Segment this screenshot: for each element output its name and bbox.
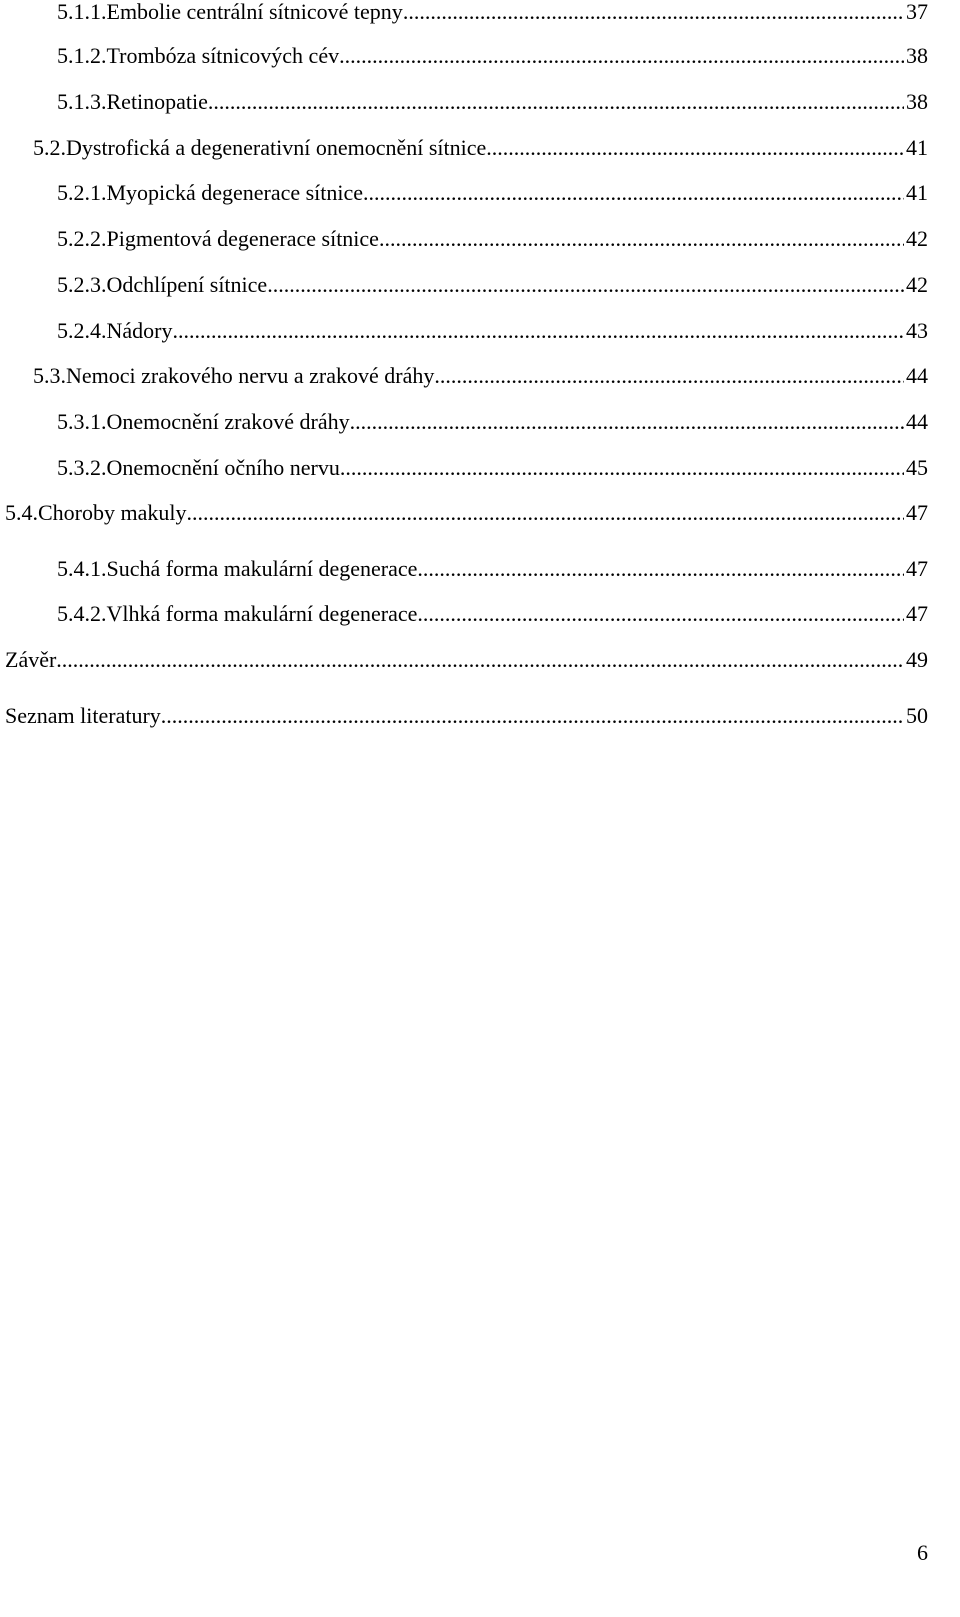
toc-entry[interactable] bbox=[57, 88, 928, 116]
toc-entry-page: 42 bbox=[906, 226, 928, 251]
toc-entry-number: 5.2.1. bbox=[57, 180, 107, 205]
toc-entry-page: 42 bbox=[906, 272, 928, 297]
toc-entry-page: 44 bbox=[906, 363, 928, 388]
toc-entry-page: 45 bbox=[906, 455, 928, 480]
toc-entry-title: Nemoci zrakového nervu a zrakové dráhy bbox=[66, 363, 435, 388]
toc-entry-number: 5.4. bbox=[5, 500, 38, 525]
toc-entry-title: Choroby makuly bbox=[38, 500, 187, 525]
toc-entry[interactable] bbox=[5, 702, 928, 730]
toc-entry[interactable] bbox=[57, 408, 928, 436]
toc-entry-page: 43 bbox=[906, 318, 928, 343]
toc-entry-title: Onemocnění zrakové dráhy bbox=[106, 409, 350, 434]
toc-entry[interactable] bbox=[57, 0, 928, 26]
toc-entry[interactable] bbox=[57, 271, 928, 299]
toc-entry[interactable] bbox=[5, 646, 928, 674]
toc-entry-title: Embolie centrální sítnicové tepny bbox=[106, 0, 403, 24]
toc-entry-title: Závěr bbox=[5, 647, 57, 672]
toc-entry[interactable] bbox=[33, 362, 928, 390]
toc-entry-title: Pigmentová degenerace sítnice bbox=[106, 226, 379, 251]
dot-leader bbox=[486, 134, 904, 162]
dot-leader bbox=[161, 702, 904, 730]
dot-leader bbox=[417, 555, 904, 583]
dot-leader bbox=[267, 271, 904, 299]
dot-leader bbox=[434, 362, 904, 390]
toc-entry-title: Trombóza sítnicových cév bbox=[106, 43, 340, 68]
dot-leader bbox=[208, 88, 904, 116]
dot-leader bbox=[56, 646, 904, 674]
toc-entry-title: Myopická degenerace sítnice bbox=[106, 180, 364, 205]
dot-leader bbox=[339, 42, 904, 70]
toc-entry-number: 5.1.2. bbox=[57, 43, 107, 68]
toc-entry-page: 37 bbox=[906, 0, 928, 24]
toc-entry-number: 5.3.1. bbox=[57, 409, 107, 434]
dot-leader bbox=[187, 499, 905, 527]
dot-leader bbox=[379, 225, 904, 253]
dot-leader bbox=[350, 408, 904, 436]
toc-entry-page: 47 bbox=[906, 556, 928, 581]
toc-entry-number: 5.2.2. bbox=[57, 226, 107, 251]
toc-entry-number: 5.2.4. bbox=[57, 318, 107, 343]
toc-entry[interactable] bbox=[57, 317, 928, 345]
dot-leader bbox=[403, 0, 904, 26]
toc-entry-title: Nádory bbox=[106, 318, 173, 343]
dot-leader bbox=[417, 600, 904, 628]
dot-leader bbox=[172, 317, 904, 345]
dot-leader bbox=[340, 454, 904, 482]
toc-entry-title: Retinopatie bbox=[106, 89, 208, 114]
toc-entry-number: 5.4.1. bbox=[57, 556, 107, 581]
toc-entry[interactable] bbox=[57, 42, 928, 70]
toc-entry-page: 38 bbox=[906, 43, 928, 68]
toc-entry-page: 47 bbox=[906, 601, 928, 626]
toc-entry-number: 5.2.3. bbox=[57, 272, 107, 297]
toc-entry-number: 5.1.3. bbox=[57, 89, 107, 114]
toc-entry-title: Onemocnění očního nervu bbox=[106, 455, 340, 480]
dot-leader bbox=[363, 179, 904, 207]
toc-entry-number: 5.2. bbox=[33, 135, 66, 160]
toc-entry-number: 5.3.2. bbox=[57, 455, 107, 480]
toc-entry-page: 41 bbox=[906, 180, 928, 205]
toc-entry[interactable] bbox=[57, 179, 928, 207]
toc-entry[interactable] bbox=[5, 499, 928, 527]
toc-entry-page: 50 bbox=[906, 703, 928, 728]
toc-entry[interactable] bbox=[57, 555, 928, 583]
toc-entry-title: Seznam literatury bbox=[5, 703, 161, 728]
toc-entry[interactable] bbox=[57, 600, 928, 628]
toc-entry-title: Vlhká forma makulární degenerace bbox=[106, 601, 418, 626]
toc-entry-page: 49 bbox=[906, 647, 928, 672]
toc-entry-title: Odchlípení sítnice bbox=[106, 272, 268, 297]
toc-entry-page: 38 bbox=[906, 89, 928, 114]
page-number: 6 bbox=[917, 1540, 928, 1565]
toc-entry-number: 5.3. bbox=[33, 363, 66, 388]
toc-entry-page: 44 bbox=[906, 409, 928, 434]
toc-entry-number: 5.1.1. bbox=[57, 0, 107, 24]
toc-entry-number: 5.4.2. bbox=[57, 601, 107, 626]
toc-entry[interactable] bbox=[57, 454, 928, 482]
toc-entry-page: 47 bbox=[906, 500, 928, 525]
toc-entry-page: 41 bbox=[906, 135, 928, 160]
toc-entry-title: Dystrofická a degenerativní onemocnění sítnice bbox=[66, 135, 487, 160]
toc-entry[interactable] bbox=[57, 225, 928, 253]
toc-entry-title: Suchá forma makulární degenerace bbox=[106, 556, 418, 581]
toc-entry[interactable] bbox=[33, 134, 928, 162]
